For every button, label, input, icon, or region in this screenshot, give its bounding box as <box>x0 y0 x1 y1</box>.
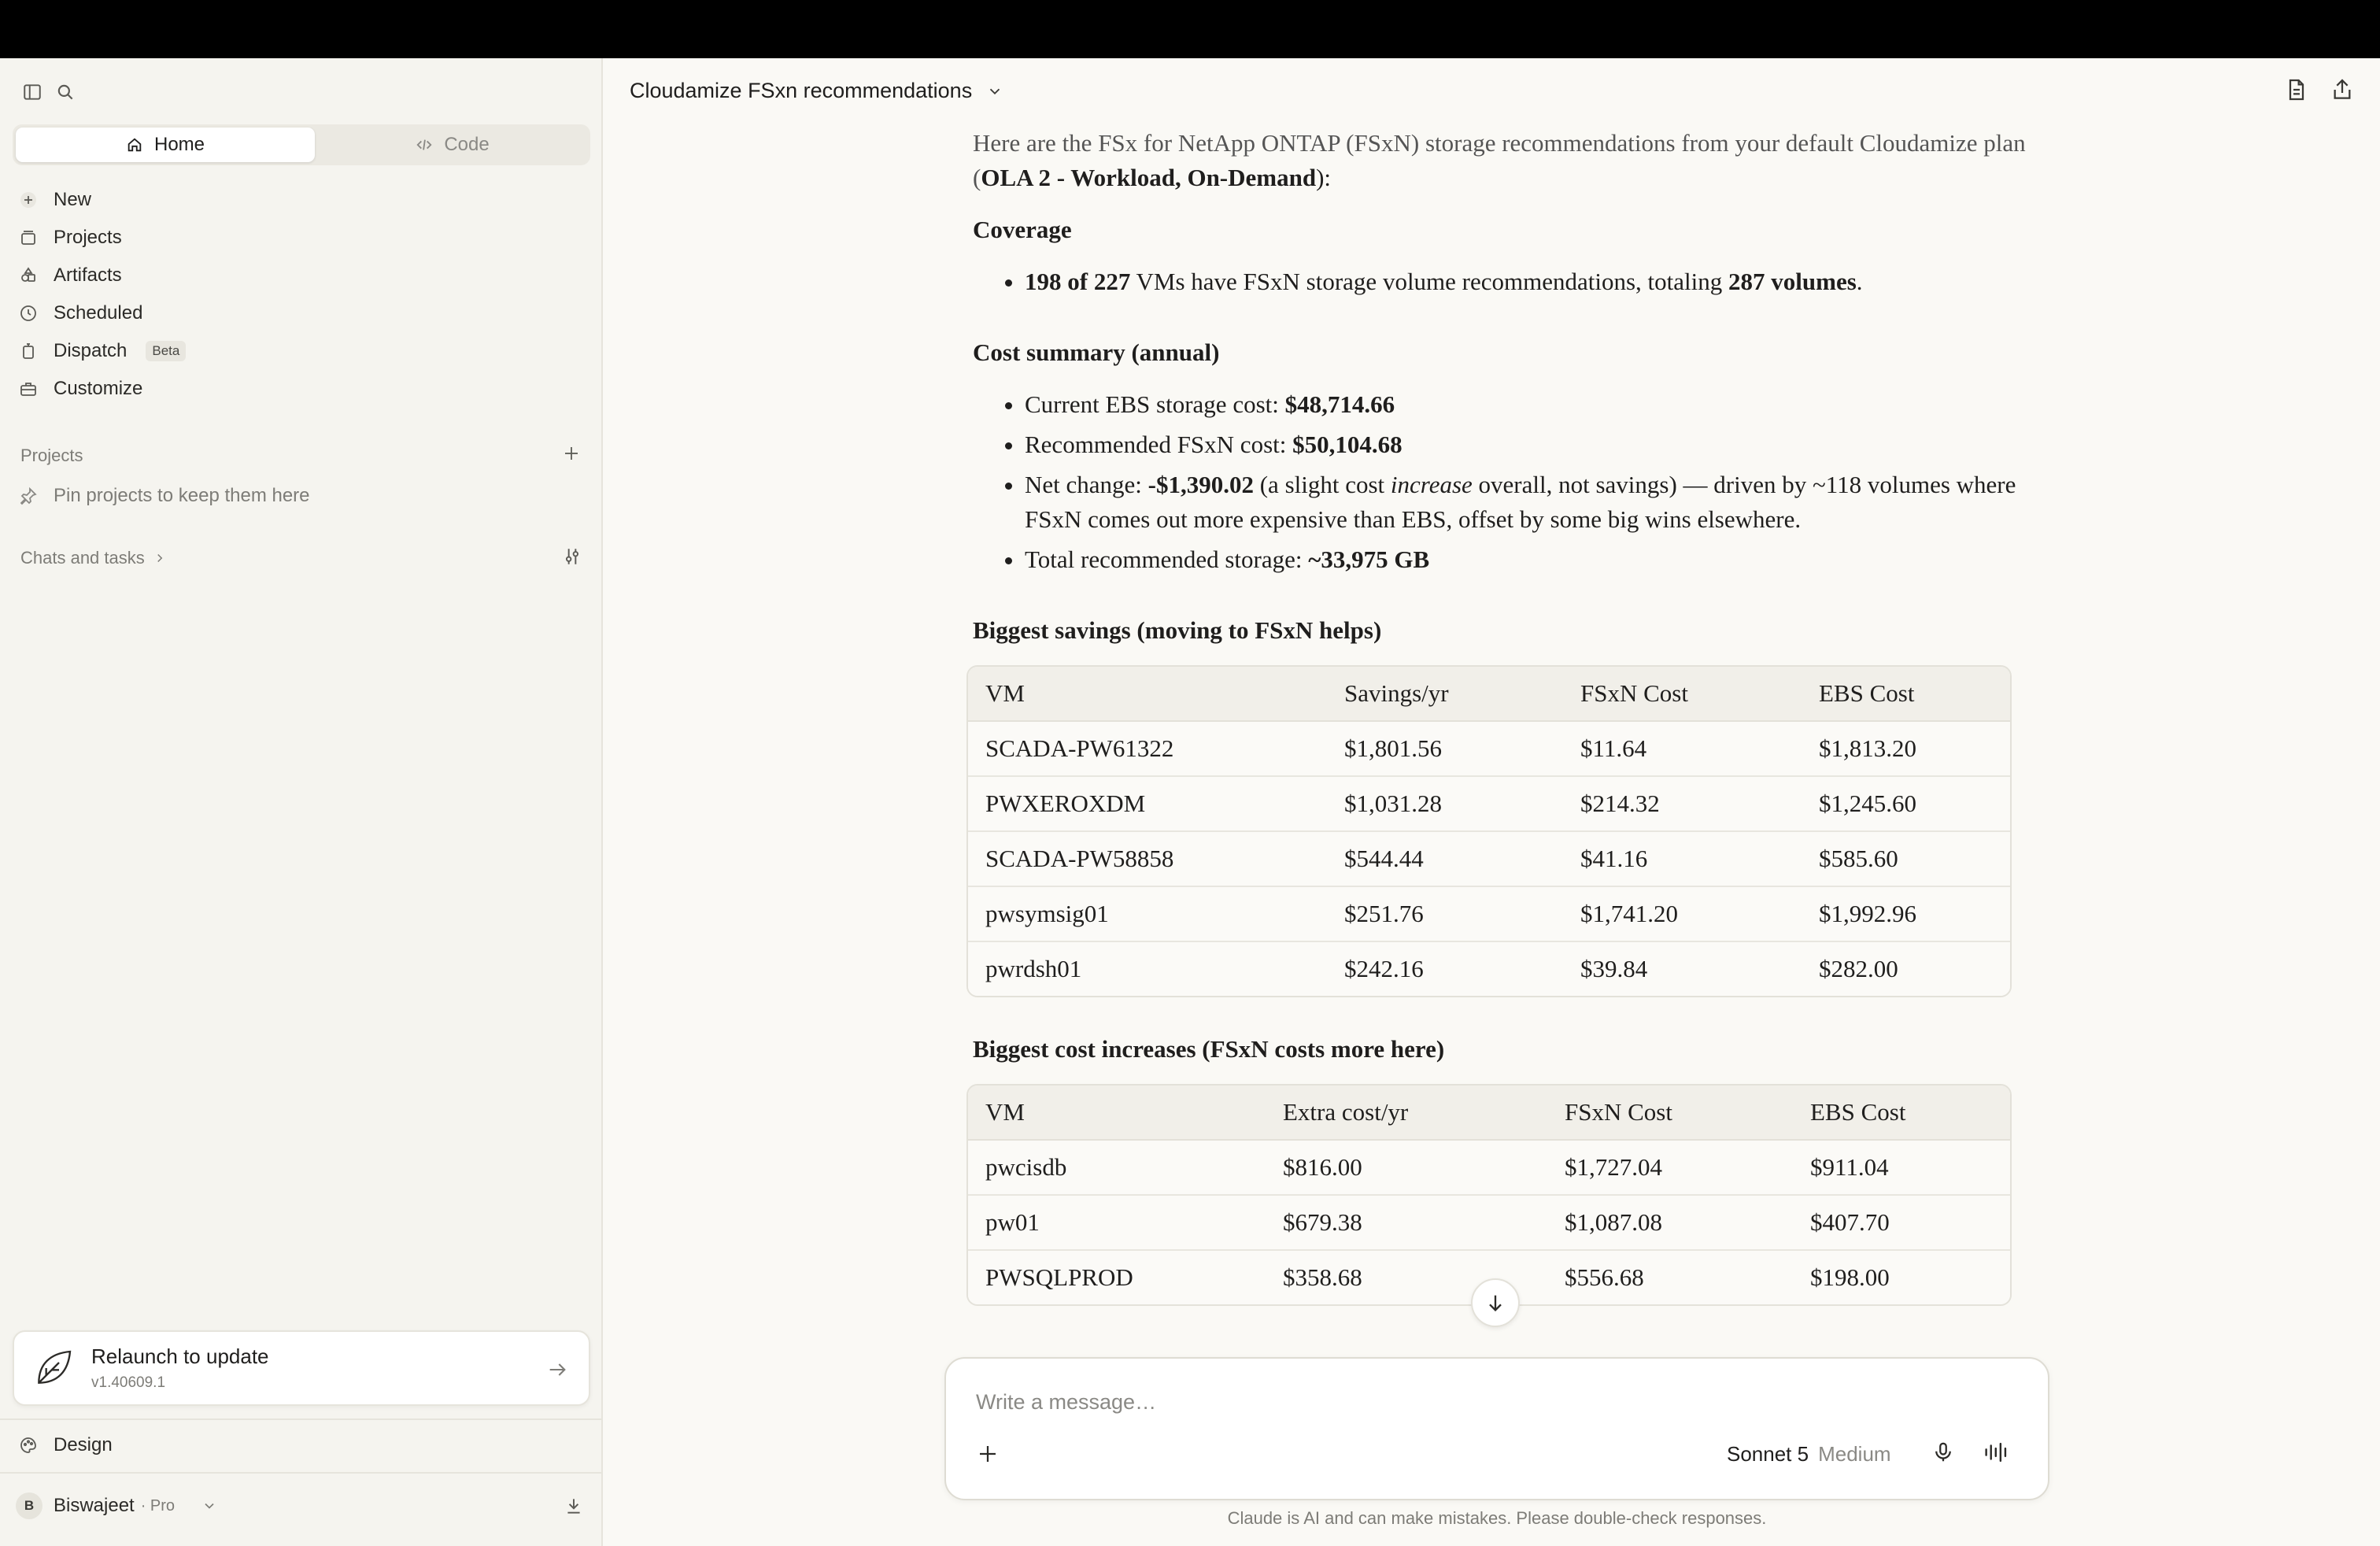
sidebar-toggle-icon[interactable] <box>22 82 42 106</box>
search-icon[interactable] <box>55 82 76 106</box>
pin-icon <box>19 486 38 505</box>
coverage-text: VMs have FSxN storage volume recommendations, totaling <box>1130 268 1729 295</box>
sidebar-item-dispatch[interactable] <box>19 334 186 368</box>
table-cell: pwrdsh01 <box>968 942 1327 996</box>
attach-plus-icon[interactable] <box>976 1442 1000 1470</box>
table-cell: pwsymsig01 <box>968 887 1327 942</box>
update-version: v1.40609.1 <box>91 1374 166 1391</box>
table-cell: PWSQLPROD <box>968 1251 1266 1304</box>
tab-code-label: Code <box>444 134 490 155</box>
table-cell: $11.64 <box>1563 722 1802 777</box>
table-cell: pwcisdb <box>968 1141 1266 1196</box>
cost-summary-list <box>973 387 2027 577</box>
sidebar-item-design[interactable] <box>19 1428 113 1463</box>
list-item <box>1025 427 2027 462</box>
table-cell: $585.60 <box>1802 832 2010 887</box>
window-titlebar <box>0 0 2380 58</box>
table-row <box>968 1141 2010 1196</box>
table-row <box>968 887 2010 942</box>
document-icon[interactable] <box>2284 77 2309 106</box>
chevron-right-icon <box>153 551 167 565</box>
arrow-down-icon <box>1484 1292 1506 1314</box>
table-row <box>968 942 2010 996</box>
sidebar-item-label: Dispatch <box>54 340 128 361</box>
table-row <box>968 722 2010 777</box>
filter-icon[interactable] <box>562 546 582 571</box>
arrow-right-icon <box>546 1359 568 1381</box>
table-cell: $1,031.28 <box>1327 777 1563 832</box>
table-cell: $1,087.08 <box>1547 1196 1793 1251</box>
chats-label: Chats and tasks <box>20 548 145 568</box>
intro-text: Here are the FSx for NetApp ONTAP (FSxN) storage recommendations from your default Cloudamize plan ( <box>973 129 2026 191</box>
leaf-icon <box>31 1346 76 1390</box>
clock-icon <box>19 304 38 323</box>
design-label: Design <box>54 1434 113 1455</box>
table-cell: pw01 <box>968 1196 1266 1251</box>
table-cell: $544.44 <box>1327 832 1563 887</box>
briefcase-icon <box>19 379 38 398</box>
coverage-end: . <box>1856 268 1863 295</box>
column-header: FSxN Cost <box>1563 667 1802 722</box>
cost-label: Current EBS storage cost: <box>1025 390 1285 418</box>
user-name: Biswajeet <box>54 1495 135 1516</box>
table-cell: $39.84 <box>1563 942 1802 996</box>
table-row <box>968 832 2010 887</box>
list-item <box>1025 387 2027 422</box>
cost-note-emphasis: increase <box>1390 471 1473 498</box>
model-selector[interactable] <box>1727 1442 1891 1466</box>
palette-icon <box>19 1436 38 1455</box>
share-icon[interactable] <box>2330 77 2355 106</box>
message-input[interactable] <box>974 1385 1922 1418</box>
update-title: Relaunch to update <box>91 1344 269 1368</box>
tab-code[interactable] <box>318 128 587 162</box>
chat-area <box>603 58 2380 1546</box>
sidebar-item-label: Customize <box>54 378 143 399</box>
column-header: VM <box>968 667 1327 722</box>
table-cell: $1,245.60 <box>1802 777 2010 832</box>
tab-home-label: Home <box>153 134 205 155</box>
code-icon <box>416 136 433 153</box>
user-menu[interactable] <box>16 1492 217 1519</box>
cost-summary-heading: Cost summary (annual) <box>973 338 1220 366</box>
column-header: EBS Cost <box>1793 1086 2010 1141</box>
model-name: Sonnet 5 <box>1727 1442 1809 1466</box>
sidebar-item-artifacts[interactable] <box>19 258 122 293</box>
relaunch-update-card[interactable] <box>13 1330 590 1406</box>
sidebar-item-customize[interactable] <box>19 372 142 406</box>
plus-icon <box>19 190 38 209</box>
add-project-icon[interactable] <box>562 444 581 467</box>
increase-table <box>966 1084 2012 1306</box>
table-cell: $198.00 <box>1793 1251 2010 1304</box>
plan-name: OLA 2 - Workload, On-Demand <box>981 164 1317 191</box>
table-cell: $214.32 <box>1563 777 1802 832</box>
sidebar-item-scheduled[interactable] <box>19 296 142 331</box>
list-item <box>1025 542 2027 577</box>
pin-hint-text: Pin projects to keep them here <box>54 485 310 506</box>
cost-note: (a slight cost <box>1253 471 1391 498</box>
sidebar-item-projects[interactable] <box>19 220 122 255</box>
beta-badge: Beta <box>146 341 186 361</box>
intro-tail: ): <box>1316 164 1332 191</box>
savings-heading: Biggest savings (moving to FSxN helps) <box>973 616 1382 644</box>
table-cell: $1,727.04 <box>1547 1141 1793 1196</box>
ai-disclaimer: Claude is AI and can make mistakes. Please double-check responses. <box>1227 1508 1767 1528</box>
user-plan: · Pro <box>140 1496 176 1515</box>
sidebar-item-label: New <box>54 189 92 210</box>
cost-label: Net change: <box>1025 471 1148 498</box>
vm-count: 198 of 227 <box>1025 268 1131 295</box>
mode-switch <box>13 124 590 165</box>
table-row <box>968 1196 2010 1251</box>
table-cell: $1,992.96 <box>1802 887 2010 942</box>
cost-label: Recommended FSxN cost: <box>1025 431 1293 458</box>
savings-table <box>966 665 2012 997</box>
assistant-message <box>973 126 2027 1306</box>
sidebar-divider <box>0 1472 601 1474</box>
table-cell: $1,813.20 <box>1802 722 2010 777</box>
cost-value: $48,714.66 <box>1284 390 1395 418</box>
chevron-down-icon <box>201 1498 217 1514</box>
table-cell: $358.68 <box>1266 1251 1547 1304</box>
table-cell: $679.38 <box>1266 1196 1547 1251</box>
table-cell: $407.70 <box>1793 1196 2010 1251</box>
list-item <box>1025 468 2027 537</box>
table-cell: SCADA-PW61322 <box>968 722 1327 777</box>
pin-projects-hint <box>19 479 310 513</box>
volume-count: 287 volumes <box>1728 268 1857 295</box>
chevron-down-icon <box>986 83 1003 100</box>
cost-note: overall, not savings) — driven by ~118 volumes where FSxN comes out more expensive than EBS, offset by some big wins elsewhere. <box>1025 471 2016 533</box>
sidebar-divider <box>0 1418 601 1420</box>
tab-home[interactable] <box>16 128 315 162</box>
scroll-to-bottom-button[interactable] <box>1471 1278 1520 1327</box>
chat-title: Cloudamize FSxn recommendations <box>630 79 973 102</box>
voice-waveform-icon[interactable] <box>1983 1441 2010 1468</box>
intro-paragraph <box>973 126 2027 195</box>
sidebar-item-new[interactable] <box>19 183 91 217</box>
column-header: Savings/yr <box>1327 667 1563 722</box>
message-composer <box>944 1357 2049 1500</box>
cost-value: ~33,975 GB <box>1308 546 1430 573</box>
model-effort: Medium <box>1818 1442 1891 1466</box>
cost-label: Total recommended storage: <box>1025 546 1309 573</box>
column-header: VM <box>968 1086 1266 1141</box>
table-cell: $1,801.56 <box>1327 722 1563 777</box>
table-cell: $41.16 <box>1563 832 1802 887</box>
folder-icon <box>19 228 38 247</box>
artifacts-icon <box>19 266 38 285</box>
table-cell: $251.76 <box>1327 887 1563 942</box>
table-cell: $242.16 <box>1327 942 1563 996</box>
table-cell: $911.04 <box>1793 1141 2010 1196</box>
column-header: EBS Cost <box>1802 667 2010 722</box>
sidebar-item-label: Artifacts <box>54 264 122 286</box>
column-header: FSxN Cost <box>1547 1086 1793 1141</box>
chat-title-menu[interactable] <box>630 79 1003 103</box>
avatar: B <box>16 1492 42 1519</box>
table-cell: $282.00 <box>1802 942 2010 996</box>
increase-heading: Biggest cost increases (FSxN costs more here) <box>973 1035 1445 1063</box>
sidebar-item-label: Scheduled <box>54 302 143 324</box>
download-icon[interactable] <box>564 1496 584 1520</box>
list-item <box>1025 264 2027 299</box>
coverage-list <box>973 264 2027 299</box>
cost-value: -$1,390.02 <box>1148 471 1254 498</box>
table-cell: PWXEROXDM <box>968 777 1327 832</box>
dispatch-icon <box>19 342 38 361</box>
chats-and-tasks-toggle[interactable] <box>20 548 167 568</box>
sidebar-item-label: Projects <box>54 227 122 248</box>
table-cell: SCADA-PW58858 <box>968 832 1327 887</box>
column-header: Extra cost/yr <box>1266 1086 1547 1141</box>
table-row <box>968 777 2010 832</box>
table-cell: $1,741.20 <box>1563 887 1802 942</box>
coverage-heading: Coverage <box>973 216 1072 243</box>
table-cell: $556.68 <box>1547 1251 1793 1304</box>
microphone-icon[interactable] <box>1931 1441 1955 1468</box>
sidebar <box>0 58 603 1546</box>
home-icon <box>126 136 143 153</box>
table-cell: $816.00 <box>1266 1141 1547 1196</box>
projects-section-label: Projects <box>20 446 83 465</box>
cost-value: $50,104.68 <box>1292 431 1402 458</box>
